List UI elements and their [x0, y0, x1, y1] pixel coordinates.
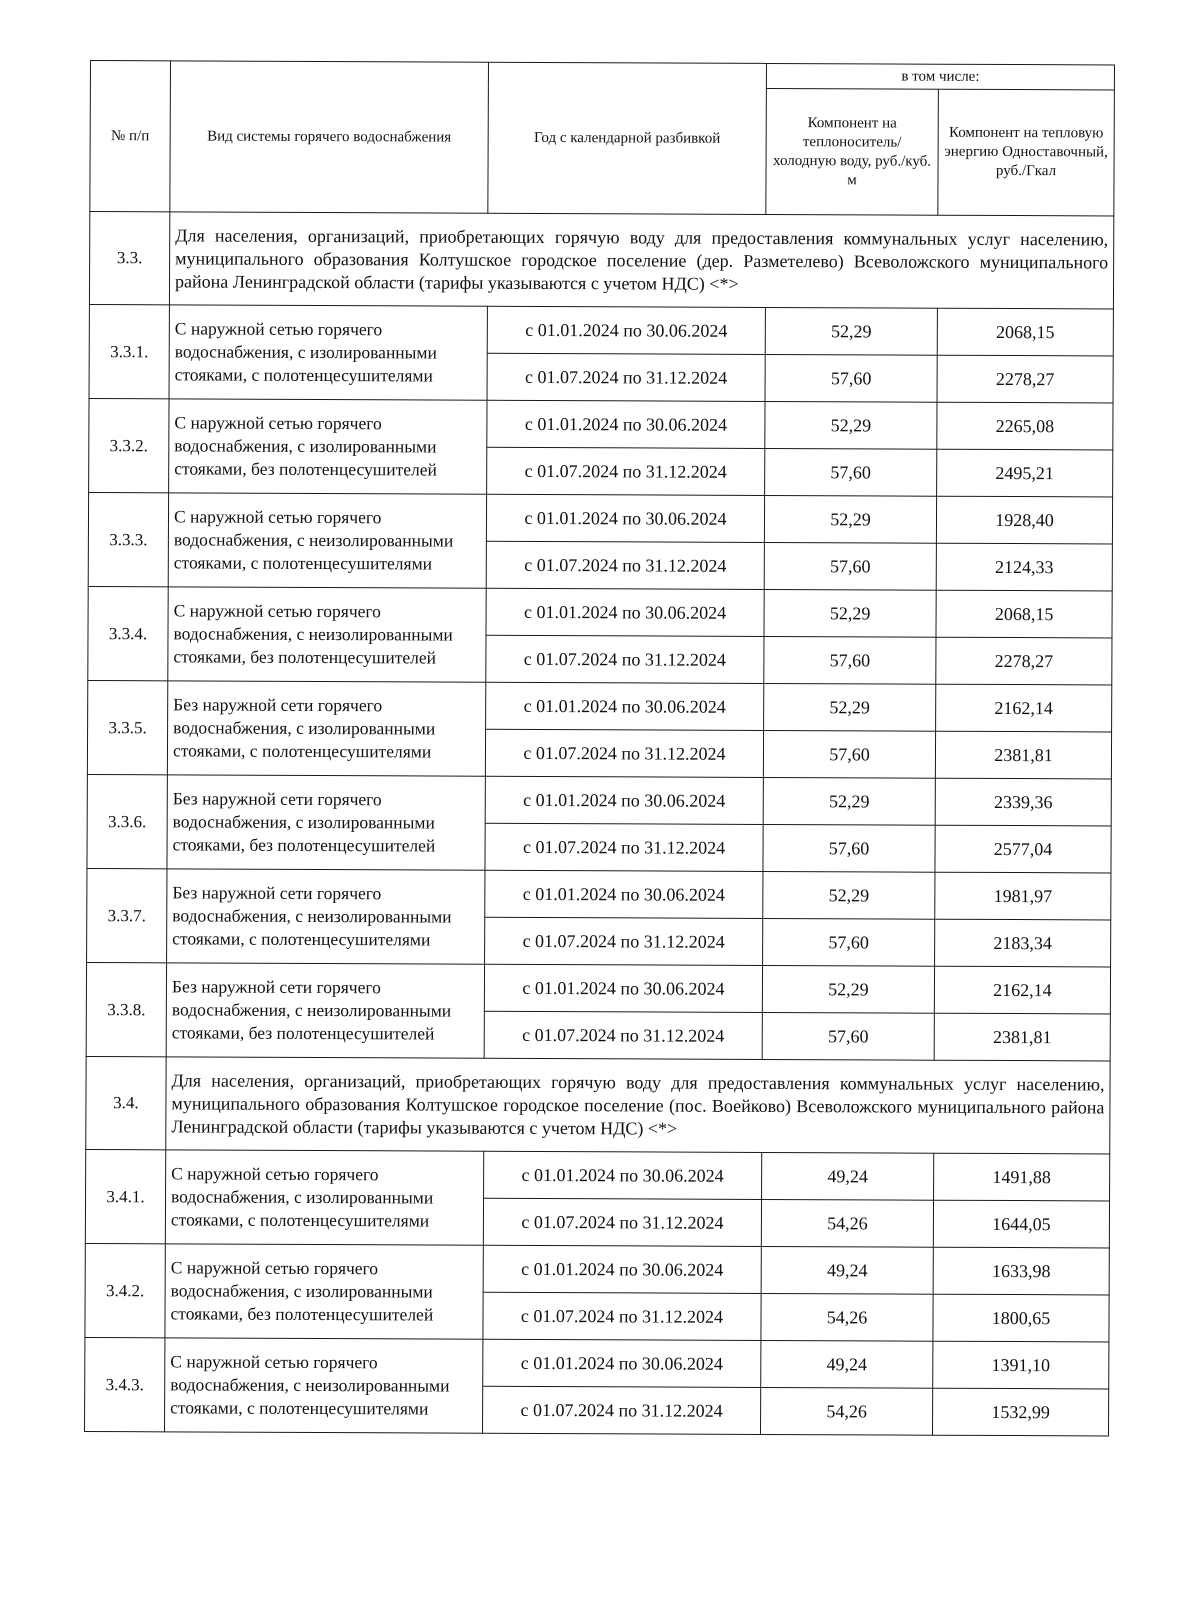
item-number: 3.3.1. — [89, 304, 169, 398]
table-row — [88, 680, 1112, 731]
item-system-type: Без наружной сети горячего водоснабжения, с неизолированными стояками, с полотенцесушителями — [167, 869, 485, 964]
water-tariff-cell: 49,24 — [761, 1246, 933, 1294]
water-tariff-cell: 52,29 — [763, 871, 935, 919]
item-number: 3.4.1. — [85, 1149, 165, 1243]
water-tariff-cell: 49,24 — [761, 1340, 933, 1388]
water-tariff-cell: 57,60 — [764, 636, 936, 684]
period-cell: с 01.01.2024 по 30.06.2024 — [487, 306, 765, 354]
header-period: Год с календарной разбивкой — [488, 62, 767, 214]
heat-tariff-cell: 2162,14 — [936, 684, 1112, 732]
heat-tariff-cell: 2162,14 — [934, 966, 1110, 1014]
period-cell: с 01.01.2024 по 30.06.2024 — [485, 776, 763, 824]
period-cell: с 01.07.2024 по 31.12.2024 — [486, 635, 764, 683]
period-cell: с 01.01.2024 по 30.06.2024 — [485, 870, 763, 918]
water-tariff-cell: 52,29 — [764, 589, 936, 637]
item-system-type: С наружной сетью горячего водоснабжения, с изолированными стояками, без полотенцесушителей — [169, 399, 487, 494]
heat-tariff-cell: 2339,36 — [935, 778, 1111, 826]
item-number: 3.4.3. — [85, 1337, 165, 1431]
item-system-type: Без наружной сети горячего водоснабжения, с изолированными стояками, без полотенцесушителей — [167, 775, 485, 870]
heat-tariff-cell: 1800,65 — [933, 1294, 1109, 1342]
section-description: Для населения, организаций, приобретающих горячую воду для предоставления коммунальных услуг населению, муниципального образования Колтушское городское поселение (дер. Разметелево) Всеволожского муниципального района Ленинградской области (тарифы указываются с учетом НДС) <*> — [169, 212, 1113, 309]
heat-tariff-cell: 2495,21 — [937, 449, 1113, 497]
water-tariff-cell: 52,29 — [764, 495, 936, 543]
period-cell: с 01.07.2024 по 31.12.2024 — [483, 1292, 761, 1340]
item-number: 3.4.2. — [85, 1243, 165, 1337]
heat-tariff-cell: 1633,98 — [933, 1247, 1109, 1295]
header-system-type: Вид системы горячего водоснабжения — [170, 61, 489, 213]
water-tariff-cell: 54,26 — [761, 1199, 933, 1247]
header-including: в том числе: — [766, 63, 1114, 90]
tariff-table — [84, 60, 1115, 1436]
item-number: 3.3.4. — [88, 586, 168, 680]
water-tariff-cell: 54,26 — [761, 1293, 933, 1341]
table-row — [86, 1149, 1110, 1200]
section-number: 3.3. — [89, 212, 169, 305]
table-row — [89, 398, 1113, 449]
table-row — [85, 1243, 1109, 1294]
period-cell: с 01.07.2024 по 31.12.2024 — [483, 1386, 761, 1434]
table-row — [87, 774, 1111, 825]
heat-tariff-cell: 1928,40 — [936, 496, 1112, 544]
heat-tariff-cell: 2183,34 — [935, 919, 1111, 967]
item-number: 3.3.6. — [87, 774, 167, 868]
heat-tariff-cell: 1532,99 — [933, 1388, 1109, 1436]
water-tariff-cell: 57,60 — [765, 354, 937, 402]
item-system-type: Без наружной сети горячего водоснабжения, с изолированными стояками, с полотенцесушителями — [167, 681, 485, 776]
item-number: 3.3.2. — [89, 398, 169, 492]
water-tariff-cell: 52,29 — [765, 401, 937, 449]
table-body — [85, 212, 1114, 1436]
section-description: Для населения, организаций, приобретающих горячую воду для предоставления коммунальных услуг населению, муниципального образования Колтушское городское поселение (пос. Воейково) Всеволожского муниципального района Ленинградской области (тарифы указываются с учетом НДС) <*> — [166, 1057, 1110, 1154]
heat-tariff-cell: 2278,27 — [937, 355, 1113, 403]
item-system-type: С наружной сетью горячего водоснабжения, с изолированными стояками, без полотенцесушителей — [165, 1244, 483, 1339]
period-cell: с 01.07.2024 по 31.12.2024 — [487, 447, 765, 495]
period-cell: с 01.07.2024 по 31.12.2024 — [486, 541, 764, 589]
item-number: 3.3.8. — [86, 962, 166, 1056]
period-cell: с 01.01.2024 по 30.06.2024 — [487, 400, 765, 448]
table-row — [88, 492, 1112, 543]
heat-tariff-cell: 2265,08 — [937, 402, 1113, 450]
table-row — [86, 962, 1110, 1013]
water-tariff-cell: 52,29 — [765, 307, 937, 355]
water-tariff-cell: 57,60 — [763, 918, 935, 966]
item-system-type: Без наружной сети горячего водоснабжения, с неизолированными стояками, без полотенцесушителей — [166, 963, 484, 1058]
period-cell: с 01.07.2024 по 31.12.2024 — [485, 917, 763, 965]
period-cell: с 01.07.2024 по 31.12.2024 — [485, 729, 763, 777]
water-tariff-cell: 54,26 — [761, 1387, 933, 1435]
item-system-type: С наружной сетью горячего водоснабжения, с неизолированными стояками, с полотенцесушителями — [165, 1338, 483, 1433]
heat-tariff-cell: 1981,97 — [935, 872, 1111, 920]
period-cell: с 01.01.2024 по 30.06.2024 — [486, 494, 764, 542]
period-cell: с 01.01.2024 по 30.06.2024 — [486, 588, 764, 636]
heat-tariff-cell: 2381,81 — [934, 1013, 1110, 1061]
section-row — [86, 1056, 1110, 1153]
water-tariff-cell: 57,60 — [764, 542, 936, 590]
period-cell: с 01.01.2024 по 30.06.2024 — [484, 964, 762, 1012]
water-tariff-cell: 52,29 — [763, 777, 935, 825]
period-cell: с 01.07.2024 по 31.12.2024 — [487, 353, 765, 401]
water-tariff-cell: 57,60 — [763, 824, 935, 872]
period-cell: с 01.01.2024 по 30.06.2024 — [486, 682, 764, 730]
table-row — [85, 1337, 1109, 1388]
table-header — [90, 61, 1115, 216]
table-row — [87, 868, 1111, 919]
header-water-component: Компонент на теплоноситель/ холодную воду, руб./куб. м — [766, 89, 939, 216]
table-row — [89, 304, 1113, 355]
item-number: 3.3.7. — [87, 868, 167, 962]
water-tariff-cell: 52,29 — [762, 965, 934, 1013]
period-cell: с 01.01.2024 по 30.06.2024 — [484, 1151, 762, 1199]
header-heat-component: Компонент на тепловую энергию Одноставочный, руб./Гкал — [938, 89, 1115, 216]
heat-tariff-cell: 2577,04 — [935, 825, 1111, 873]
heat-tariff-cell: 2068,15 — [937, 308, 1113, 356]
item-system-type: С наружной сетью горячего водоснабжения, с изолированными стояками, с полотенцесушителями — [169, 305, 487, 400]
heat-tariff-cell: 2381,81 — [935, 731, 1111, 779]
water-tariff-cell: 57,60 — [763, 730, 935, 778]
table-row — [88, 586, 1112, 637]
period-cell: с 01.07.2024 по 31.12.2024 — [484, 1011, 762, 1059]
item-system-type: С наружной сетью горячего водоснабжения, с изолированными стояками, с полотенцесушителями — [165, 1150, 483, 1245]
item-system-type: С наружной сетью горячего водоснабжения, с неизолированными стояками, с полотенцесушителями — [168, 493, 486, 588]
section-row — [89, 212, 1113, 309]
period-cell: с 01.07.2024 по 31.12.2024 — [485, 823, 763, 871]
heat-tariff-cell: 2068,15 — [936, 590, 1112, 638]
item-number: 3.3.3. — [88, 492, 168, 586]
period-cell: с 01.01.2024 по 30.06.2024 — [483, 1339, 761, 1387]
water-tariff-cell: 52,29 — [764, 683, 936, 731]
header-num: № п/п — [90, 61, 171, 212]
heat-tariff-cell: 1491,88 — [934, 1153, 1110, 1201]
item-number: 3.3.5. — [87, 680, 167, 774]
heat-tariff-cell: 2278,27 — [936, 637, 1112, 685]
period-cell: с 01.01.2024 по 30.06.2024 — [483, 1245, 761, 1293]
item-system-type: С наружной сетью горячего водоснабжения, с неизолированными стояками, без полотенцесушителей — [168, 587, 486, 682]
heat-tariff-cell: 2124,33 — [936, 543, 1112, 591]
heat-tariff-cell: 1644,05 — [933, 1200, 1109, 1248]
period-cell: с 01.07.2024 по 31.12.2024 — [483, 1198, 761, 1246]
water-tariff-cell: 57,60 — [765, 448, 937, 496]
heat-tariff-cell: 1391,10 — [933, 1341, 1109, 1389]
water-tariff-cell: 49,24 — [762, 1152, 934, 1200]
section-number: 3.4. — [86, 1056, 166, 1149]
water-tariff-cell: 57,60 — [762, 1012, 934, 1060]
